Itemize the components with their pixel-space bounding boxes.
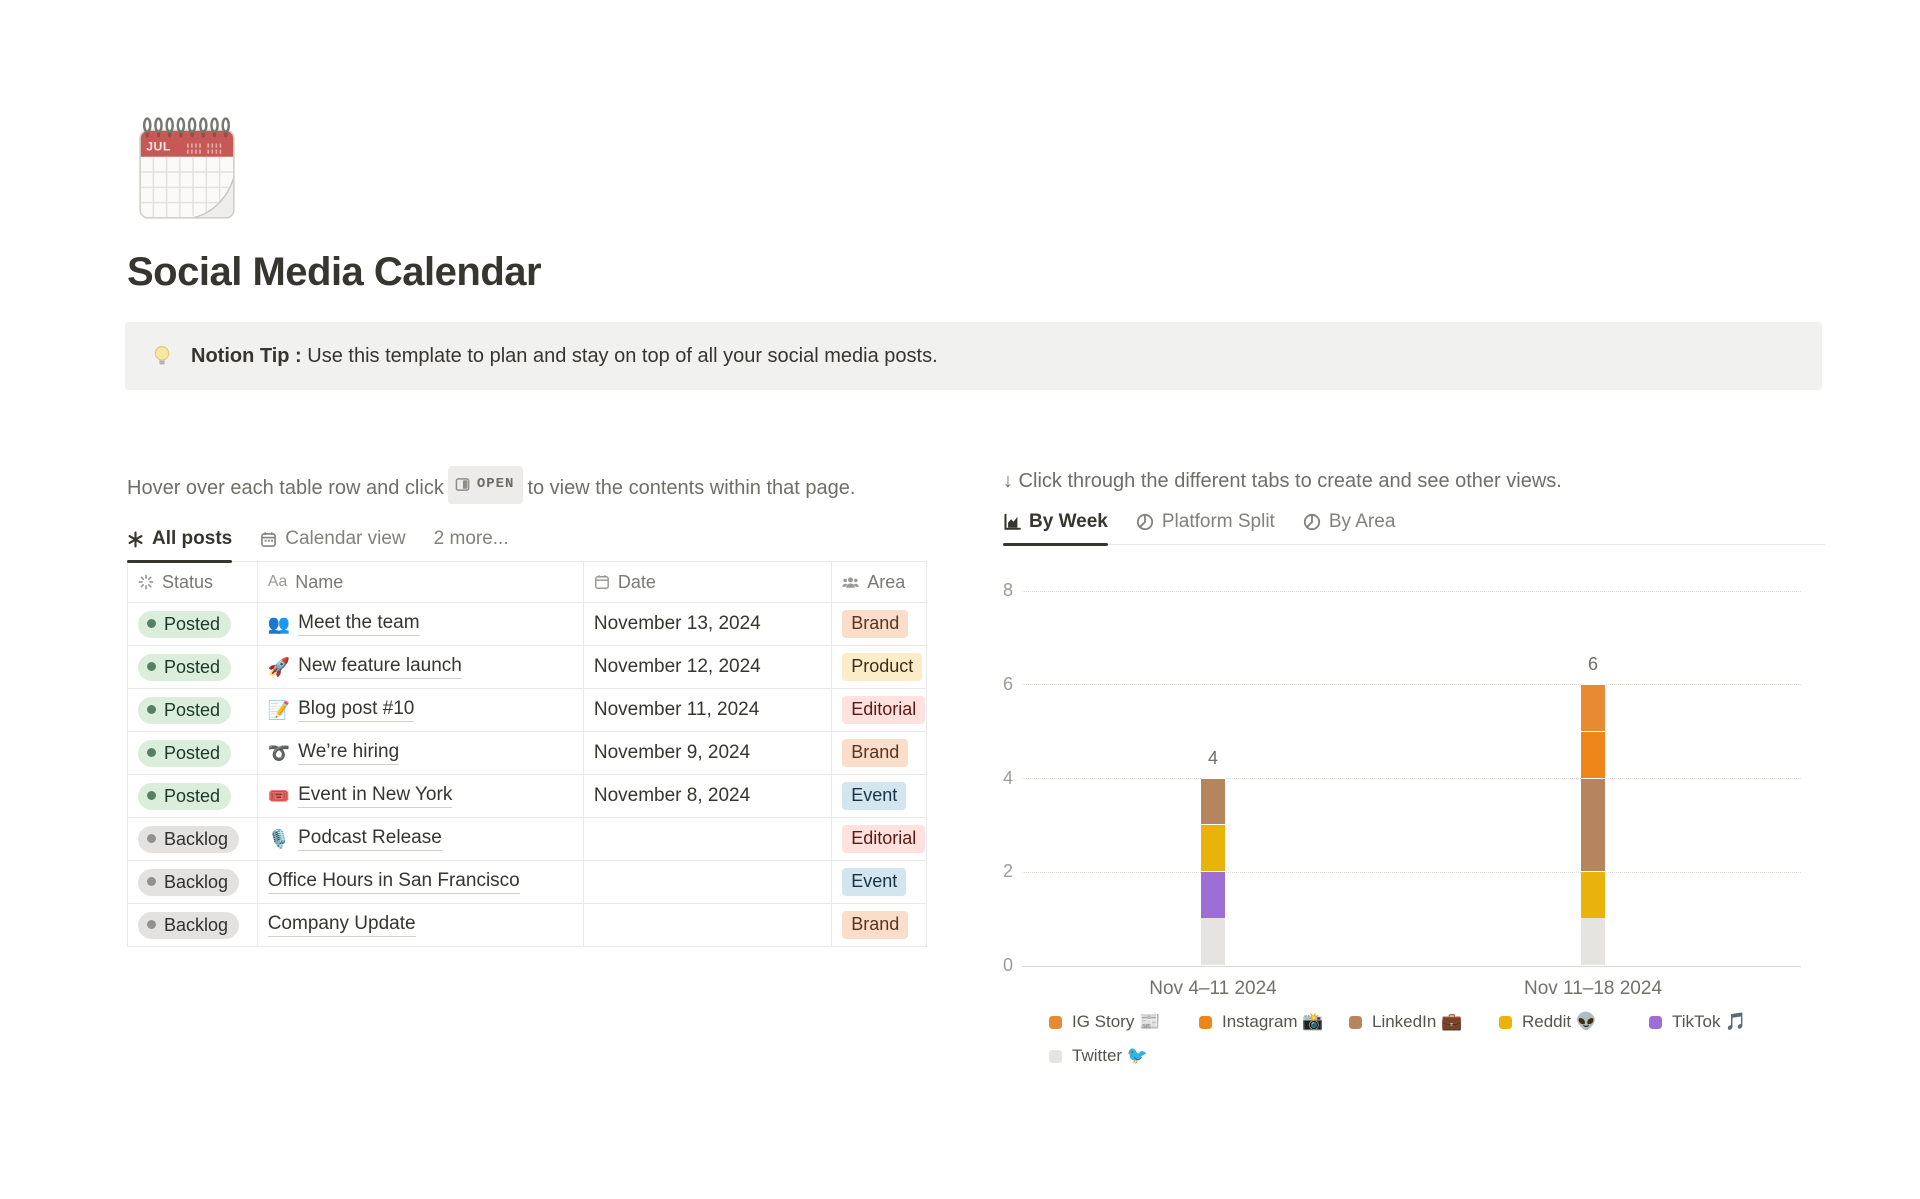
x-axis-line [1022, 966, 1801, 967]
name-cell[interactable] [258, 818, 584, 860]
bar-chart-icon [1003, 513, 1021, 531]
page-link-label: Company Update [268, 913, 416, 937]
x-axis-label: Nov 11–18 2024 [1523, 978, 1663, 999]
table-row[interactable] [128, 818, 926, 861]
column-header-name[interactable]: Aa Name [258, 562, 584, 602]
legend-item[interactable] [1199, 1012, 1349, 1032]
status-dot [147, 619, 156, 628]
legend-swatch [1049, 1016, 1062, 1029]
page-emoji-icon: 🎙️ [267, 828, 291, 849]
bar-stack[interactable] [1581, 684, 1605, 965]
legend-label: LinkedIn 💼 [1372, 1012, 1463, 1031]
area-tag[interactable]: Event [842, 868, 906, 896]
calendar-view-icon [260, 531, 277, 548]
table-row[interactable] [128, 603, 926, 646]
date-cell[interactable] [584, 732, 832, 774]
bar-segment [1581, 684, 1605, 731]
people-icon [842, 574, 859, 591]
bar-segment [1201, 918, 1225, 965]
bar-segment [1201, 871, 1225, 918]
status-label: Posted [164, 742, 221, 763]
gridline [1022, 872, 1801, 873]
table-instruction: Hover over each table row and click OPEN to view the contents within that page. [127, 466, 927, 504]
area-tag[interactable]: Event [842, 782, 906, 810]
table-row[interactable] [128, 646, 926, 689]
date-value: November 13, 2024 [593, 613, 761, 634]
name-cell[interactable] [258, 861, 584, 903]
tab-all-posts[interactable]: All posts [127, 528, 232, 561]
spiral-calendar-icon [134, 116, 240, 222]
area-tag[interactable]: Brand [842, 911, 908, 939]
date-value: November 9, 2024 [593, 742, 751, 763]
posts-table-header [128, 562, 926, 603]
status-cell[interactable] [128, 689, 258, 731]
notion-tip-callout [125, 322, 1822, 390]
date-cell[interactable] [584, 603, 832, 645]
page-link-label: New feature launch [298, 655, 462, 679]
table-row[interactable] [128, 775, 926, 818]
page-link-label: We’re hiring [298, 741, 399, 765]
side-peek-icon [455, 477, 470, 492]
column-header-area[interactable]: Area [832, 562, 926, 602]
date-cell[interactable] [584, 818, 832, 860]
chart-view-tabs [1003, 511, 1825, 545]
legend-swatch [1349, 1016, 1362, 1029]
tab-by-area[interactable]: By Area [1303, 511, 1396, 544]
tab-by-week[interactable]: By Week [1003, 511, 1108, 544]
name-cell[interactable] [258, 732, 584, 774]
status-cell[interactable] [128, 904, 258, 946]
y-axis-tick-label: 6 [1003, 673, 1014, 694]
area-cell[interactable] [832, 861, 926, 903]
name-cell[interactable] [258, 689, 584, 731]
page-link-label: Blog post #10 [298, 698, 414, 722]
pie-chart-icon [1136, 513, 1154, 531]
pie-chart-icon [1303, 513, 1321, 531]
status-label: Posted [164, 699, 221, 720]
right-column [1003, 466, 1825, 1066]
date-cell[interactable] [584, 689, 832, 731]
area-cell[interactable] [832, 732, 926, 774]
callout-text: Notion Tip : Use this template to plan and stay on top of all your social media posts. [191, 344, 938, 367]
table-row[interactable] [128, 689, 926, 732]
left-column [127, 466, 927, 947]
legend-item[interactable] [1649, 1012, 1799, 1032]
status-badge[interactable] [138, 697, 231, 724]
legend-swatch [1049, 1050, 1062, 1063]
status-spinner-icon [138, 574, 154, 590]
page-link[interactable] [268, 655, 462, 679]
legend-item[interactable] [1499, 1012, 1649, 1032]
page-link[interactable] [268, 784, 453, 808]
name-cell[interactable] [258, 904, 584, 946]
area-tag[interactable]: Editorial [842, 696, 925, 724]
status-badge[interactable] [138, 611, 231, 638]
x-axis-label: Nov 4–11 2024 [1149, 978, 1277, 999]
area-tag[interactable]: Product [842, 653, 922, 681]
status-cell[interactable] [128, 646, 258, 688]
status-label: Posted [164, 656, 221, 677]
name-cell[interactable] [258, 603, 584, 645]
status-cell[interactable] [128, 775, 258, 817]
status-cell[interactable] [128, 603, 258, 645]
bar-segment [1581, 778, 1605, 872]
y-axis-tick-label: 0 [1003, 955, 1014, 975]
table-row[interactable] [128, 732, 926, 775]
status-dot [147, 791, 156, 800]
bar-segment [1581, 731, 1605, 778]
area-tag[interactable]: Brand [842, 739, 908, 767]
area-tag[interactable]: Editorial [842, 825, 925, 853]
legend-label: Twitter 🐦 [1072, 1046, 1148, 1065]
legend-swatch [1499, 1016, 1512, 1029]
page-link-label: Meet the team [298, 612, 419, 636]
text-property-icon: Aa [267, 573, 288, 590]
status-badge[interactable] [138, 783, 231, 810]
table-row[interactable] [128, 904, 926, 947]
area-cell[interactable] [832, 646, 926, 688]
tab-more-views[interactable]: 2 more... [433, 528, 509, 549]
area-cell[interactable] [832, 818, 926, 860]
gridline [1022, 591, 1801, 592]
status-badge[interactable] [138, 912, 239, 939]
svg-text:JUL: JUL [146, 139, 171, 154]
status-label: Backlog [164, 871, 229, 892]
legend-swatch [1649, 1016, 1662, 1029]
status-cell[interactable] [128, 861, 258, 903]
status-label: Posted [164, 613, 221, 634]
page-emoji-icon: 🚀 [267, 656, 291, 677]
page-link[interactable] [268, 827, 442, 851]
legend-swatch [1199, 1016, 1212, 1029]
y-axis-tick-label: 8 [1003, 580, 1014, 600]
status-cell[interactable] [128, 732, 258, 774]
status-label: Backlog [164, 828, 229, 849]
area-cell[interactable] [832, 904, 926, 946]
page-emoji-icon: 👥 [267, 613, 291, 634]
tab-calendar-view[interactable]: Calendar view [260, 528, 405, 561]
asterisk-view-icon [127, 531, 144, 548]
date-value: November 8, 2024 [593, 785, 751, 806]
status-label: Posted [164, 785, 221, 806]
status-dot [147, 877, 156, 886]
page-link[interactable] [268, 913, 416, 937]
light-bulb-icon [149, 343, 175, 369]
chart-instruction: ↓ Click through the different tabs to create and see other views. [1003, 470, 1562, 492]
tab-platform-split[interactable]: Platform Split [1136, 511, 1275, 544]
area-cell[interactable] [832, 775, 926, 817]
page-link-label: Event in New York [298, 784, 452, 808]
page-link[interactable] [268, 612, 420, 636]
status-badge[interactable] [138, 654, 231, 681]
y-axis-tick-label: 2 [1003, 861, 1014, 882]
area-cell[interactable] [832, 689, 926, 731]
page-title: Social Media Calendar [127, 250, 542, 294]
date-cell[interactable] [584, 861, 832, 903]
calendar-icon [594, 574, 610, 590]
page-link[interactable] [268, 741, 399, 765]
date-value: November 12, 2024 [593, 656, 761, 677]
posts-table-body [128, 603, 926, 947]
legend-item[interactable] [1049, 1012, 1199, 1032]
legend-label: IG Story 📰 [1072, 1012, 1161, 1031]
status-dot [147, 748, 156, 757]
legend-label: TikTok 🎵 [1672, 1012, 1747, 1031]
table-view-tabs [127, 528, 927, 562]
page-icon-spiral-calendar[interactable] [134, 116, 240, 222]
status-badge[interactable] [138, 826, 239, 853]
bar-value-label: 4 [1207, 747, 1218, 768]
status-cell[interactable] [128, 818, 258, 860]
status-label: Backlog [164, 914, 229, 935]
name-cell[interactable] [258, 775, 584, 817]
area-cell[interactable] [832, 603, 926, 645]
legend-item[interactable] [1049, 1046, 1199, 1066]
column-header-status[interactable]: Status [128, 562, 258, 602]
area-tag[interactable]: Brand [842, 610, 908, 638]
gridline [1022, 684, 1801, 685]
page-emoji-icon: 🎟️ [267, 785, 291, 806]
page-link-label: Office Hours in San Francisco [268, 870, 520, 894]
name-cell[interactable] [258, 646, 584, 688]
date-value: November 11, 2024 [593, 699, 760, 720]
bar-segment [1201, 824, 1225, 871]
status-dot [147, 705, 156, 714]
bar-chart [1003, 580, 1825, 999]
table-row[interactable] [128, 861, 926, 904]
status-dot [147, 920, 156, 929]
status-dot [147, 662, 156, 671]
legend-label: Instagram 📸 [1222, 1012, 1324, 1031]
page-link[interactable] [268, 698, 415, 722]
open-button-illustration: OPEN [448, 466, 524, 504]
status-dot [147, 834, 156, 843]
chart-legend [1049, 1012, 1809, 1066]
y-axis-tick-label: 4 [1003, 767, 1014, 788]
legend-label: Reddit 👽 [1522, 1012, 1598, 1031]
date-cell[interactable] [584, 775, 832, 817]
bar-segment [1581, 871, 1605, 918]
bar-segment [1201, 778, 1225, 825]
column-header-date[interactable]: Date [584, 562, 832, 602]
bar-segment [1581, 918, 1605, 965]
page-link-label: Podcast Release [298, 827, 442, 851]
page-emoji-icon: 📝 [267, 699, 291, 720]
status-badge[interactable] [138, 740, 231, 767]
posts-table [127, 562, 927, 947]
page-emoji-icon: ➰ [267, 742, 291, 763]
bar-stack[interactable] [1201, 778, 1225, 966]
bar-value-label: 6 [1587, 653, 1598, 674]
page-link[interactable] [268, 870, 520, 894]
status-badge[interactable] [138, 869, 239, 896]
gridline [1022, 778, 1801, 779]
legend-item[interactable] [1349, 1012, 1499, 1032]
date-cell[interactable] [584, 646, 832, 688]
date-cell[interactable] [584, 904, 832, 946]
